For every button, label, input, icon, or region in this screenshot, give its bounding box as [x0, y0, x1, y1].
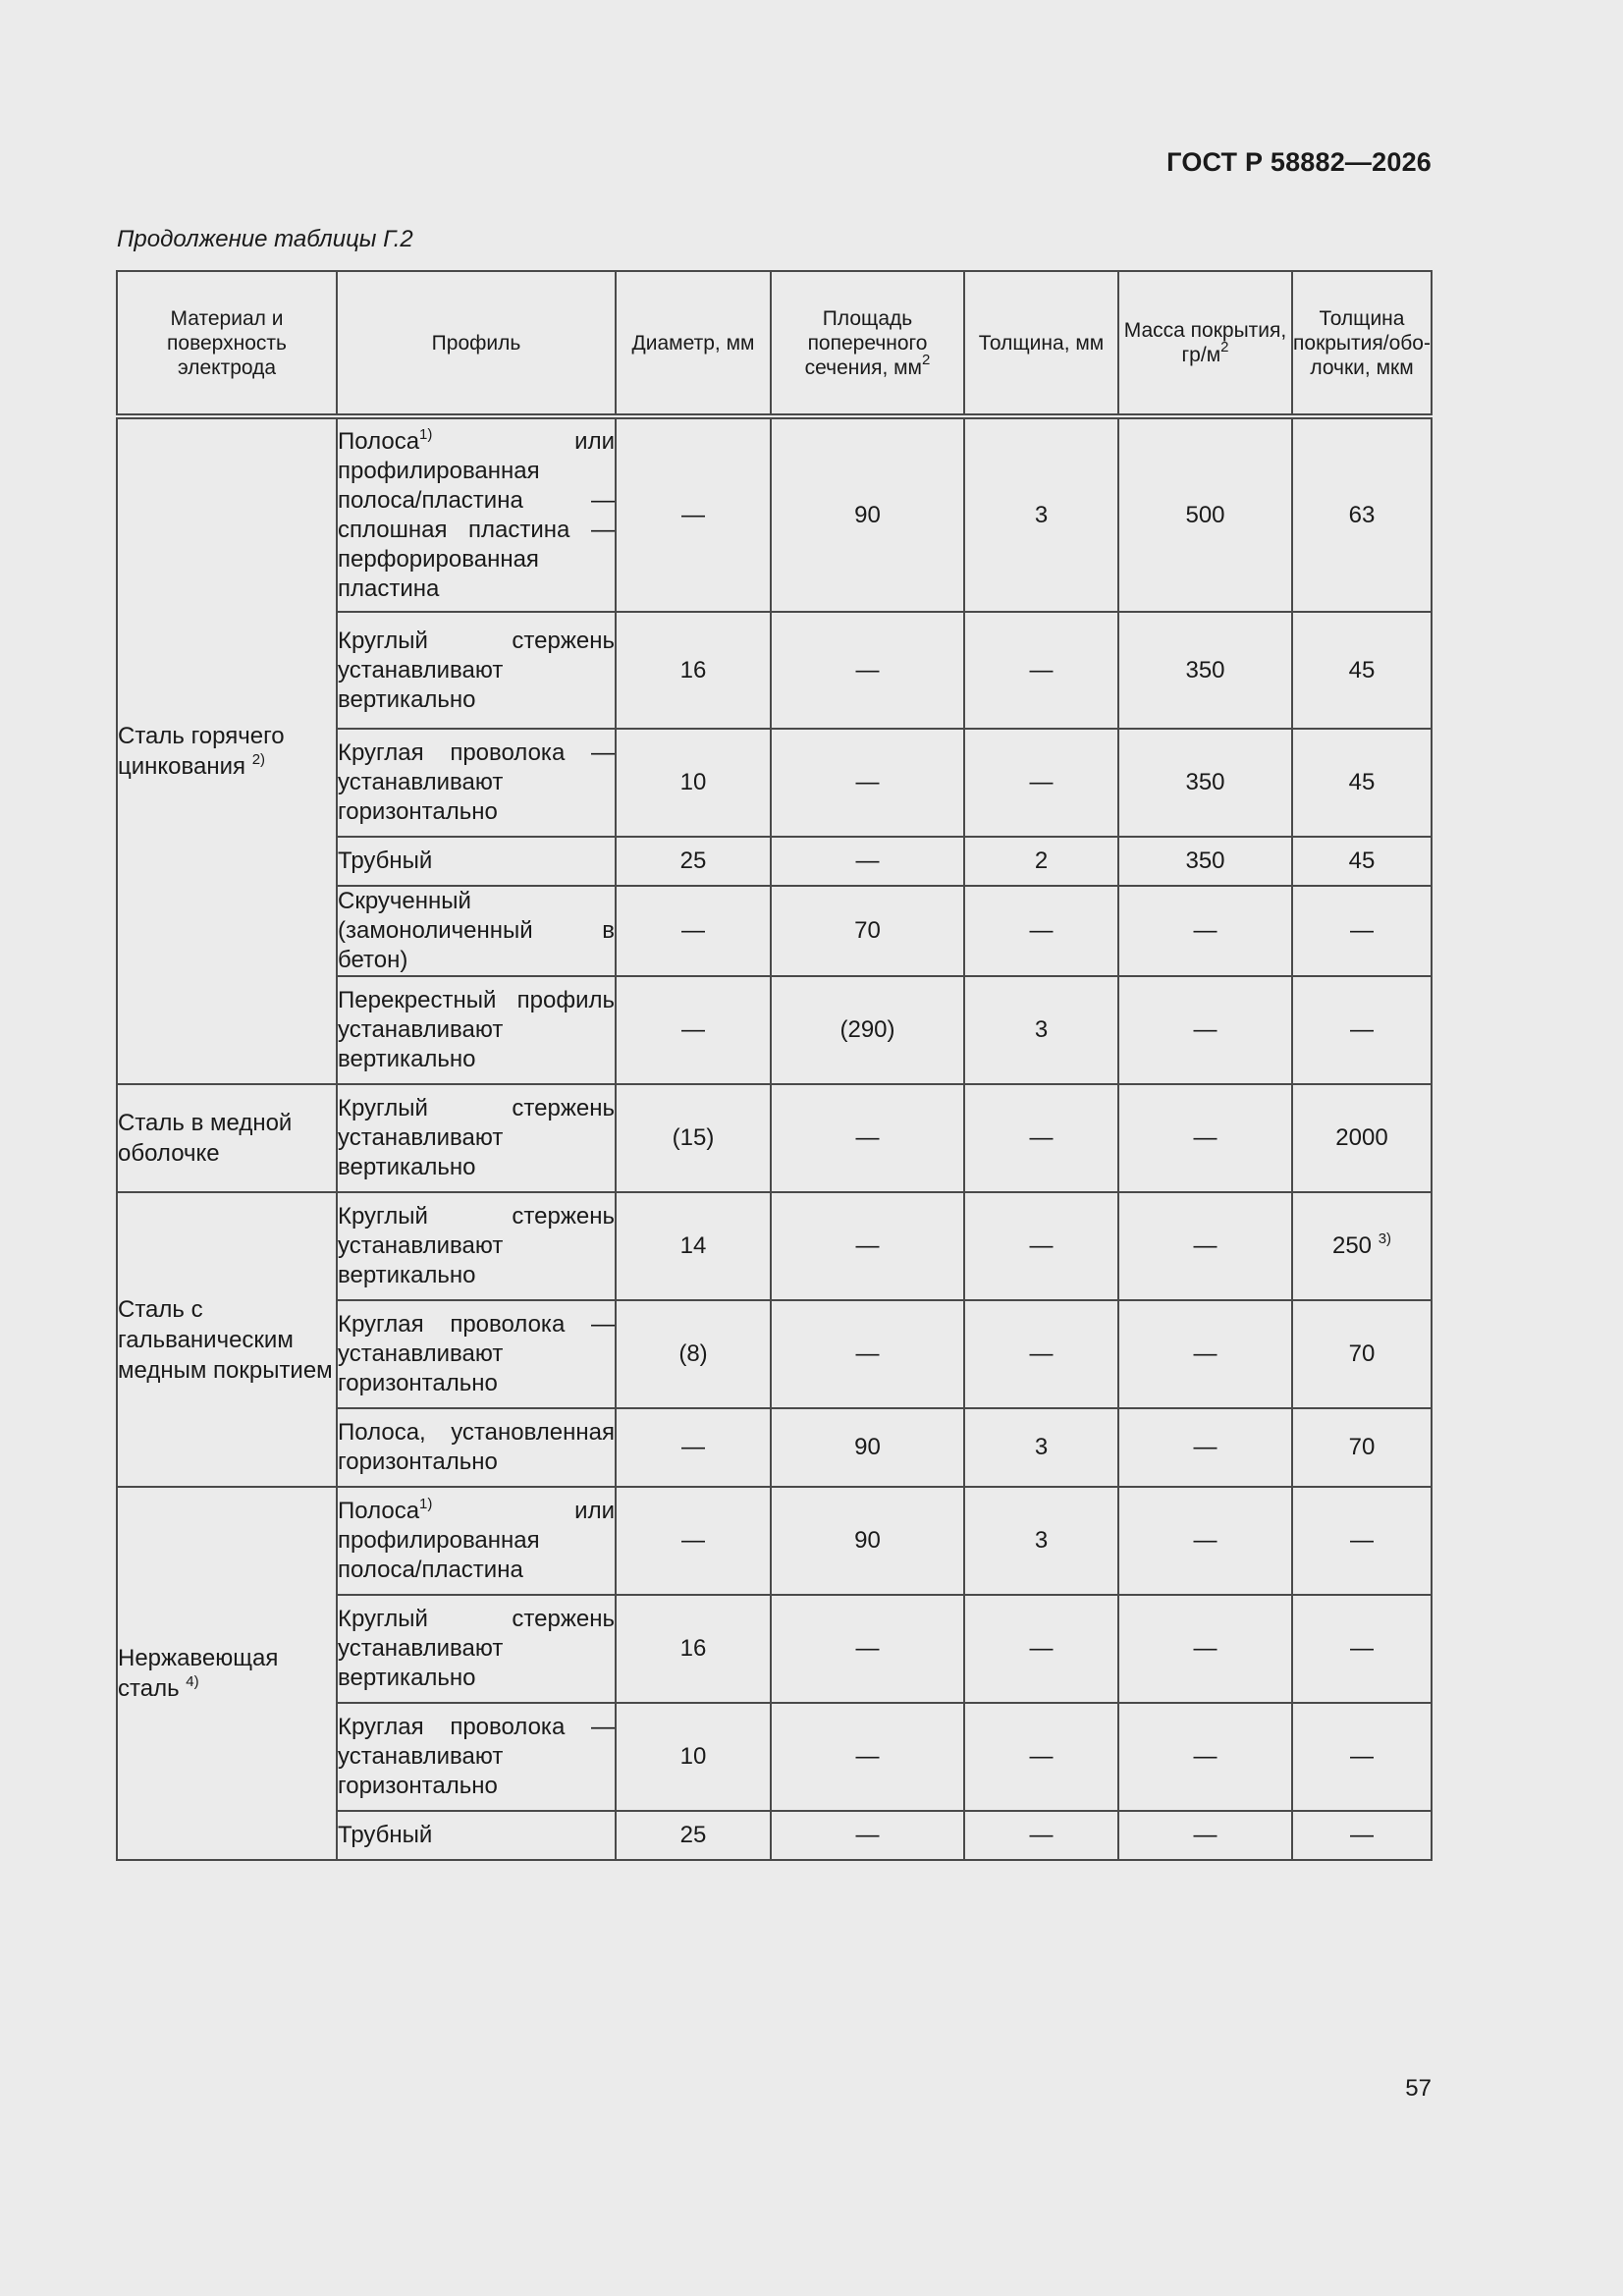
material-cell: [117, 1192, 337, 1487]
diameter-cell: —: [616, 1408, 771, 1487]
area-cell: 90: [771, 1408, 964, 1487]
mass-cell: —: [1118, 1811, 1292, 1860]
diameter-cell: —: [616, 886, 771, 976]
table-body: [117, 416, 1432, 1860]
mass-cell: —: [1118, 1408, 1292, 1487]
profile-cell: [337, 1300, 616, 1408]
diameter-cell: 14: [616, 1192, 771, 1300]
area-cell: —: [771, 612, 964, 729]
profile-text: Круглая проволока — устанавливают горизонтально: [338, 1311, 615, 1396]
table-header-row: [117, 271, 1432, 416]
coating-cell: [1292, 416, 1432, 612]
diameter-cell: —: [616, 416, 771, 612]
profile-cell: [337, 1084, 616, 1192]
column-header-mass: [1118, 271, 1292, 416]
column-header-area: [771, 271, 964, 416]
coating-cell: [1292, 886, 1432, 976]
coating-value: —: [1350, 1822, 1374, 1848]
coating-value: —: [1350, 1527, 1374, 1554]
mass-cell: 500: [1118, 416, 1292, 612]
footnote-mark: 1): [419, 425, 433, 443]
profile-cell: [337, 886, 616, 976]
column-header-profile: Профиль: [337, 271, 616, 416]
mass-cell: —: [1118, 976, 1292, 1084]
thickness-cell: —: [964, 729, 1118, 837]
electrode-table: [116, 270, 1433, 1861]
material-text: Сталь горячего цинкования: [118, 723, 285, 780]
profile-text: Круглый стержень устанавливают вертикально: [338, 1095, 615, 1180]
profile-text: Полоса: [338, 1498, 420, 1524]
diameter-cell: (8): [616, 1300, 771, 1408]
mass-cell: —: [1118, 1192, 1292, 1300]
diameter-cell: —: [616, 976, 771, 1084]
profile-text: Полоса: [338, 427, 420, 455]
coating-cell: [1292, 1408, 1432, 1487]
thickness-cell: —: [964, 612, 1118, 729]
mass-cell: —: [1118, 886, 1292, 976]
thickness-cell: —: [964, 1811, 1118, 1860]
table-row: [117, 416, 1432, 612]
diameter-cell: 16: [616, 612, 771, 729]
thickness-cell: 2: [964, 837, 1118, 886]
column-header-diameter: Диаметр, мм: [616, 271, 771, 416]
thickness-cell: —: [964, 1192, 1118, 1300]
profile-text-rest: или профилированная полоса/пластина: [338, 1498, 615, 1583]
table-row: [117, 1084, 1432, 1192]
mass-cell: —: [1118, 1300, 1292, 1408]
profile-cell: [337, 1811, 616, 1860]
material-cell: [117, 1487, 337, 1860]
table-caption: Продолжение таблицы Г.2: [117, 226, 413, 252]
profile-cell: [337, 976, 616, 1084]
material-cell: [117, 416, 337, 1084]
mass-cell: 350: [1118, 837, 1292, 886]
profile-text: Трубный: [338, 847, 433, 874]
diameter-cell: 16: [616, 1595, 771, 1703]
document-code: ГОСТ Р 58882—2026: [1166, 147, 1432, 177]
coating-value: 45: [1348, 847, 1376, 874]
area-cell: —: [771, 1595, 964, 1703]
profile-cell: [337, 729, 616, 837]
coating-value: 63: [1348, 501, 1376, 528]
area-cell: (290): [771, 976, 964, 1084]
mass-cell: 350: [1118, 729, 1292, 837]
area-cell: —: [771, 1084, 964, 1192]
profile-text-rest: или профилированная полоса/пластина — сплошная пластина — перфорированная пластина: [338, 427, 615, 602]
diameter-cell: 25: [616, 1811, 771, 1860]
coating-value: 45: [1348, 769, 1376, 795]
area-unit-superscript: 2: [922, 351, 931, 368]
thickness-cell: —: [964, 886, 1118, 976]
coating-cell: [1292, 1192, 1432, 1300]
coating-value: —: [1350, 917, 1374, 944]
profile-cell: [337, 1408, 616, 1487]
column-header-thickness: Толщина, мм: [964, 271, 1118, 416]
thickness-cell: —: [964, 1703, 1118, 1811]
profile-cell: [337, 1703, 616, 1811]
area-cell: —: [771, 1192, 964, 1300]
coating-cell: [1292, 976, 1432, 1084]
thickness-cell: 3: [964, 1487, 1118, 1595]
profile-cell: [337, 837, 616, 886]
material-text: Сталь с гальваническим медным покрытием: [118, 1295, 333, 1384]
coating-value: 2000: [1335, 1124, 1388, 1151]
diameter-cell: 10: [616, 1703, 771, 1811]
thickness-cell: —: [964, 1084, 1118, 1192]
thickness-cell: 3: [964, 416, 1118, 612]
profile-text: Круглая проволока — устанавливают горизонтально: [338, 1714, 615, 1799]
table-row: [117, 1192, 1432, 1300]
profile-text: Скрученный (замоноличенный в бетон): [338, 888, 615, 973]
coating-value: —: [1350, 1635, 1374, 1662]
area-cell: 70: [771, 886, 964, 976]
column-header-area-text: Площадь поперечного сечения, мм: [804, 306, 928, 379]
area-cell: —: [771, 1300, 964, 1408]
coating-value: —: [1350, 1743, 1374, 1770]
coating-cell: [1292, 612, 1432, 729]
area-cell: —: [771, 1703, 964, 1811]
material-text: Нержавеющая сталь: [118, 1645, 279, 1702]
diameter-cell: 10: [616, 729, 771, 837]
mass-cell: —: [1118, 1595, 1292, 1703]
area-cell: 90: [771, 1487, 964, 1595]
coating-value: 70: [1348, 1340, 1376, 1367]
coating-cell: [1292, 1300, 1432, 1408]
material-cell: [117, 1084, 337, 1192]
profile-cell: [337, 416, 616, 612]
coating-value: 45: [1348, 656, 1376, 683]
coating-cell: [1292, 1595, 1432, 1703]
profile-text: Перекрестный профиль устанавливают вертикально: [338, 987, 615, 1072]
coating-cell: [1292, 1084, 1432, 1192]
column-header-coating: Толщина покрытия/обо-лочки, мкм: [1292, 271, 1432, 416]
coating-value: 250: [1331, 1232, 1373, 1259]
profile-cell: [337, 1192, 616, 1300]
column-header-mass-text: Масса покрытия, гр/м: [1123, 319, 1287, 366]
coating-value: 70: [1348, 1434, 1376, 1460]
thickness-cell: —: [964, 1595, 1118, 1703]
footnote-mark: 2): [251, 751, 266, 768]
thickness-cell: 3: [964, 976, 1118, 1084]
profile-text: Круглая проволока — устанавливают горизонтально: [338, 739, 615, 825]
material-text: Сталь в медной оболочке: [118, 1110, 293, 1167]
diameter-cell: 25: [616, 837, 771, 886]
mass-cell: 350: [1118, 612, 1292, 729]
mass-cell: —: [1118, 1703, 1292, 1811]
diameter-cell: (15): [616, 1084, 771, 1192]
profile-text: Круглый стержень устанавливают вертикально: [338, 1203, 615, 1288]
coating-value: —: [1350, 1016, 1374, 1043]
coating-cell: [1292, 1487, 1432, 1595]
profile-text: Круглый стержень устанавливают вертикально: [338, 627, 615, 713]
area-cell: —: [771, 729, 964, 837]
footnote-mark: 3): [1378, 1230, 1392, 1247]
coating-cell: [1292, 1811, 1432, 1860]
mass-cell: —: [1118, 1084, 1292, 1192]
coating-cell: [1292, 729, 1432, 837]
area-cell: 90: [771, 416, 964, 612]
footnote-mark: 1): [419, 1496, 433, 1512]
footnote-mark: 4): [186, 1673, 199, 1690]
diameter-cell: —: [616, 1487, 771, 1595]
profile-text: Трубный: [338, 1822, 433, 1848]
thickness-cell: 3: [964, 1408, 1118, 1487]
area-cell: —: [771, 837, 964, 886]
profile-cell: [337, 1487, 616, 1595]
mass-unit-superscript: 2: [1220, 339, 1229, 355]
profile-cell: [337, 612, 616, 729]
thickness-cell: —: [964, 1300, 1118, 1408]
profile-cell: [337, 1595, 616, 1703]
mass-cell: —: [1118, 1487, 1292, 1595]
column-header-material: Материал и поверхность электрода: [117, 271, 337, 416]
coating-cell: [1292, 1703, 1432, 1811]
table-row: [117, 1487, 1432, 1595]
profile-text: Полоса, установленная горизонтально: [338, 1419, 615, 1475]
page-number: 57: [1405, 2075, 1432, 2102]
coating-cell: [1292, 837, 1432, 886]
area-cell: —: [771, 1811, 964, 1860]
profile-text: Круглый стержень устанавливают вертикально: [338, 1606, 615, 1691]
